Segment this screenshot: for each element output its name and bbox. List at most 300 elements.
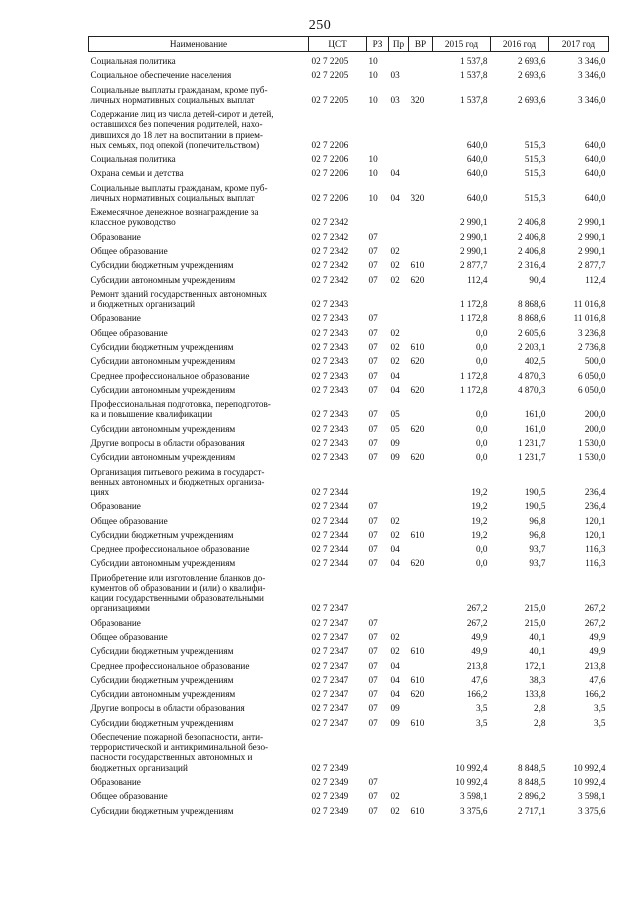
row-vr [409,434,433,448]
row-pr: 03 [390,94,400,105]
row-name-line: венных автономных и бюджетных организа- [90,476,265,487]
row-vr [409,150,433,164]
row-name-line: классное руководство [90,217,176,228]
row-vr: 620 [410,558,425,569]
row-rz: 07 [368,805,378,816]
row-name-line: Субсидии бюджетным учреждениям [90,529,234,540]
row-rz: 07 [368,245,378,256]
row-name [89,614,309,628]
row-name-line: дившихся до 18 лет на воспитании в прием- [90,129,263,140]
row-vr [409,628,433,642]
row-name-line: Образование [90,776,141,787]
row-name [89,66,309,80]
table-row [89,52,609,67]
row-name-line: организациями [90,603,150,614]
row-rz: 07 [368,776,378,787]
row-pr [389,203,409,228]
row-2016: 4 870,3 [517,370,546,381]
row-name [89,203,309,228]
table-row [89,242,609,256]
table-row [89,540,609,554]
row-2016: 402,5 [524,356,546,367]
row-2016: 515,3 [524,139,546,150]
row-2015: 1 172,8 [459,370,488,381]
row-pr: 04 [390,660,400,671]
row-cst: 02 7 2206 [311,168,349,179]
row-name-line: личных нормативных социальных выплат [90,192,255,203]
row-vr [409,324,433,338]
row-cst: 02 7 2206 [311,192,349,203]
row-name-line: и бюджетных организаций [90,299,196,310]
row-2015: 1 537,8 [459,70,488,81]
row-vr [409,309,433,323]
row-2016: 2 406,8 [517,231,546,242]
row-rz: 07 [368,558,378,569]
row-2015: 0,0 [476,409,488,420]
row-cst: 02 7 2344 [311,501,349,512]
row-vr [409,395,433,420]
row-cst: 02 7 2343 [311,313,349,324]
row-pr: 09 [390,452,400,463]
row-rz: 07 [368,384,378,395]
row-pr: 02 [390,646,400,657]
row-vr: 620 [410,452,425,463]
row-name-line: Среднее профессиональное образование [90,660,250,671]
table-row [89,554,609,568]
row-2017: 640,0 [584,168,606,179]
row-vr [409,242,433,256]
row-2015: 0,0 [476,356,488,367]
row-name-line: Субсидии автономным учреждениям [90,689,236,700]
row-cst: 02 7 2342 [311,260,349,271]
row-rz: 07 [368,660,378,671]
row-rz: 10 [368,192,378,203]
row-cst: 02 7 2205 [311,94,349,105]
row-pr [389,773,409,787]
row-2017: 2 990,1 [577,245,606,256]
row-2015: 2 990,1 [459,217,488,228]
row-2016: 515,3 [524,154,546,165]
table-row [89,671,609,685]
row-2015: 49,9 [471,646,488,657]
row-2015: 112,4 [467,274,488,285]
row-name [89,381,309,395]
row-pr: 04 [390,544,400,555]
row-2016: 93,7 [529,544,546,555]
row-vr [409,787,433,801]
row-2016: 133,8 [524,689,546,700]
row-cst: 02 7 2347 [311,674,349,685]
row-2016: 90,4 [529,274,546,285]
row-name [89,569,309,614]
row-2015: 0,0 [476,327,488,338]
row-2015: 0,0 [476,544,488,555]
row-2016: 2 605,6 [517,327,546,338]
table-row [89,569,609,614]
row-2015: 1 172,8 [459,384,488,395]
row-2015: 213,8 [466,660,488,671]
row-cst: 02 7 2347 [311,689,349,700]
row-cst: 02 7 2349 [311,776,349,787]
table-row [89,81,609,106]
header-rz: РЗ [367,37,389,52]
row-rz: 07 [368,617,378,628]
row-cst: 02 7 2344 [311,529,349,540]
row-name-line: циях [90,486,110,497]
row-2016: 2 896,2 [517,791,546,802]
row-cst: 02 7 2342 [311,274,349,285]
table-row [89,366,609,380]
row-name-line: Образование [90,313,141,324]
row-name-line: Образование [90,617,141,628]
table-row [89,381,609,395]
row-pr: 02 [390,245,400,256]
row-name [89,462,309,497]
row-2017: 1 530,0 [577,437,606,448]
row-2015: 267,2 [466,603,488,614]
table-row [89,352,609,366]
row-name [89,642,309,656]
row-2015: 166,2 [466,689,488,700]
row-name-line: Другие вопросы в области образования [90,437,245,448]
table-row [89,685,609,699]
row-pr [389,150,409,164]
row-2015: 2 877,7 [459,260,488,271]
row-name-line: Обеспечение пожарной безопасности, анти- [90,732,264,743]
row-2017: 3 598,1 [577,791,606,802]
row-name [89,179,309,204]
row-name [89,728,309,773]
row-2016: 2 693,6 [517,70,546,81]
table-row [89,614,609,628]
row-rz: 10 [368,56,378,67]
row-2015: 640,0 [466,139,488,150]
row-2016: 96,8 [529,515,546,526]
row-name-line: Ежемесячное денежное вознаграждение за [90,207,259,218]
row-2017: 49,9 [589,646,606,657]
row-name-line: Охрана семьи и детства [90,168,184,179]
row-name-line: Образование [90,501,141,512]
row-pr: 02 [390,341,400,352]
row-name-line: Приобретение или изготовление бланков до- [90,572,266,583]
row-rz: 07 [368,231,378,242]
table-row [89,270,609,284]
row-2016: 515,3 [524,168,546,179]
table-row [89,203,609,228]
row-2017: 3,5 [594,703,606,714]
row-vr: 610 [410,717,425,728]
row-name [89,242,309,256]
row-cst: 02 7 2342 [311,217,349,228]
row-name-line: Общее образование [90,631,168,642]
row-2016: 1 231,7 [517,452,546,463]
row-pr: 05 [390,423,400,434]
row-name [89,52,309,67]
row-cst: 02 7 2349 [311,805,349,816]
row-cst: 02 7 2205 [311,56,349,67]
row-pr: 09 [390,703,400,714]
row-name [89,338,309,352]
row-rz: 07 [368,437,378,448]
row-name [89,150,309,164]
row-pr: 05 [390,409,400,420]
row-vr: 620 [410,423,425,434]
row-name-line: Социальная политика [90,56,176,67]
row-vr [409,540,433,554]
header-name: Наименование [89,37,309,52]
row-2017: 120,1 [584,529,606,540]
row-cst: 02 7 2343 [311,437,349,448]
table-row [89,628,609,642]
header-pr: Пр [389,37,409,52]
row-vr: 620 [410,356,425,367]
row-rz: 07 [368,341,378,352]
row-name [89,228,309,242]
row-vr: 610 [410,260,425,271]
row-cst: 02 7 2349 [311,762,349,773]
row-name-line: Среднее профессиональное образование [90,370,250,381]
table-row [89,164,609,178]
row-name [89,787,309,801]
row-2016: 190,5 [524,486,546,497]
row-vr [409,203,433,228]
row-2017: 11 016,8 [573,313,606,324]
row-2017: 200,0 [584,409,606,420]
row-2015: 19,2 [471,529,488,540]
table-header-row [89,37,609,52]
row-pr: 04 [390,192,400,203]
page-number: 250 [308,18,332,33]
row-2015: 47,6 [471,674,488,685]
row-2016: 40,1 [529,646,546,657]
row-rz: 07 [368,717,378,728]
row-name [89,773,309,787]
row-vr [409,656,433,670]
row-2016: 2 406,8 [517,245,546,256]
table-row [89,526,609,540]
row-2017: 640,0 [584,192,606,203]
row-2016: 96,8 [529,529,546,540]
row-rz: 07 [368,529,378,540]
row-pr [389,569,409,614]
table-row [89,642,609,656]
row-cst: 02 7 2347 [311,603,349,614]
row-vr [409,728,433,773]
row-vr [409,228,433,242]
row-cst: 02 7 2344 [311,486,349,497]
table-row [89,256,609,270]
row-rz: 07 [368,313,378,324]
row-cst: 02 7 2343 [311,409,349,420]
row-vr [409,497,433,511]
row-name-line: личных нормативных социальных выплат [90,94,255,105]
row-rz: 07 [368,370,378,381]
row-2015: 0,0 [476,423,488,434]
row-2016: 161,0 [524,423,546,434]
row-cst: 02 7 2347 [311,646,349,657]
row-2016: 2 693,6 [517,94,546,105]
row-name-line: террористической и антикриминальной безо- [90,742,269,753]
row-pr: 02 [390,805,400,816]
row-2017: 120,1 [584,515,606,526]
row-vr [409,105,433,150]
table-row [89,462,609,497]
row-name-line: Субсидии бюджетным учреждениям [90,805,234,816]
row-name-line: Социальное обеспечение населения [90,70,232,81]
row-pr [389,614,409,628]
row-2016: 161,0 [524,409,546,420]
row-2017: 3,5 [594,717,606,728]
row-pr: 02 [390,260,400,271]
row-pr: 04 [390,384,400,395]
row-cst: 02 7 2347 [311,631,349,642]
row-vr [409,164,433,178]
row-name-line: кументов об образовании и (или) о квалифи- [90,582,266,593]
row-vr: 620 [410,274,425,285]
table-row [89,497,609,511]
row-rz: 07 [368,452,378,463]
header-vr: ВР [409,37,433,52]
table-row [89,787,609,801]
row-name [89,105,309,150]
row-2017: 236,4 [584,486,606,497]
row-2017: 500,0 [584,356,606,367]
row-2015: 640,0 [466,168,488,179]
row-2015: 3 375,6 [459,805,488,816]
row-2016: 8 848,5 [517,762,546,773]
row-pr: 04 [390,370,400,381]
row-name-line: кации государственными образовательными [90,593,264,604]
row-cst: 02 7 2343 [311,423,349,434]
row-2015: 3 598,1 [459,791,488,802]
row-name-line: Субсидии автономным учреждениям [90,384,236,395]
row-name-line: Общее образование [90,791,168,802]
row-cst: 02 7 2349 [311,791,349,802]
row-2017: 6 050,0 [577,384,606,395]
row-name [89,420,309,434]
row-2016: 4 870,3 [517,384,546,395]
row-rz: 07 [368,274,378,285]
row-2016: 215,0 [524,603,546,614]
table-row [89,179,609,204]
row-name [89,714,309,728]
row-2017: 267,2 [584,603,606,614]
row-2015: 19,2 [471,515,488,526]
row-name [89,309,309,323]
table-row [89,395,609,420]
row-2017: 166,2 [584,689,606,700]
row-2016: 2 693,6 [517,56,546,67]
table-row [89,511,609,525]
row-name [89,671,309,685]
row-2016: 40,1 [529,631,546,642]
row-pr: 04 [390,689,400,700]
row-cst: 02 7 2206 [311,154,349,165]
row-2016: 190,5 [524,501,546,512]
row-name-line: Содержание лиц из числа детей-сирот и детей, [90,109,274,120]
row-cst: 02 7 2343 [311,452,349,463]
row-name-line: Среднее профессиональное образование [90,544,250,555]
row-pr [389,105,409,150]
row-2017: 267,2 [584,617,606,628]
row-2016: 2 316,4 [517,260,546,271]
row-vr [409,52,433,67]
row-pr: 09 [390,717,400,728]
row-2015: 19,2 [471,486,488,497]
row-cst: 02 7 2347 [311,617,349,628]
row-name [89,801,309,815]
row-name [89,324,309,338]
table-row [89,66,609,80]
row-name-line: Субсидии бюджетным учреждениям [90,646,234,657]
table-row [89,801,609,815]
row-vr: 610 [410,674,425,685]
row-2017: 640,0 [584,154,606,165]
row-name [89,554,309,568]
row-name-line: Ремонт зданий государственных автономных [90,288,268,299]
row-2017: 116,3 [585,544,606,555]
row-name [89,352,309,366]
row-name-line: Субсидии автономным учреждениям [90,423,236,434]
row-vr: 620 [410,384,425,395]
row-2017: 2 736,8 [577,341,606,352]
table-row [89,448,609,462]
row-cst: 02 7 2344 [311,515,349,526]
row-name [89,526,309,540]
row-2015: 1 537,8 [459,94,488,105]
row-vr [409,462,433,497]
row-rz [367,462,389,497]
row-rz: 07 [368,674,378,685]
row-2017: 2 990,1 [577,231,606,242]
row-2015: 0,0 [476,452,488,463]
row-pr [389,309,409,323]
table-row [89,105,609,150]
row-name-line: Общее образование [90,245,168,256]
row-cst: 02 7 2343 [311,341,349,352]
header-2016: 2016 год [491,37,549,52]
row-pr: 02 [390,274,400,285]
row-2016: 2 406,8 [517,217,546,228]
table-row [89,150,609,164]
row-pr: 04 [390,168,400,179]
header-2015: 2015 год [433,37,491,52]
row-rz: 10 [368,168,378,179]
row-vr: 610 [410,529,425,540]
row-2016: 2 203,1 [517,341,546,352]
row-rz: 07 [368,689,378,700]
row-name-line: Профессиональная подготовка, переподготов- [90,399,271,410]
row-name [89,540,309,554]
row-2016: 215,0 [524,617,546,628]
row-name-line: Субсидии автономным учреждениям [90,274,236,285]
row-2017: 640,0 [584,139,606,150]
row-name-line: Общее образование [90,515,168,526]
row-cst: 02 7 2347 [311,717,349,728]
row-name-line: Социальные выплаты гражданам, кроме пуб- [90,84,268,95]
row-cst: 02 7 2343 [311,327,349,338]
row-2015: 10 992,4 [455,762,488,773]
row-2016: 8 868,6 [517,313,546,324]
row-2015: 1 537,8 [459,56,488,67]
row-name [89,699,309,713]
row-name [89,628,309,642]
row-2015: 10 992,4 [455,776,488,787]
row-2015: 1 172,8 [459,299,488,310]
row-2015: 3,5 [476,717,488,728]
row-name [89,448,309,462]
row-2016: 2,8 [534,703,546,714]
